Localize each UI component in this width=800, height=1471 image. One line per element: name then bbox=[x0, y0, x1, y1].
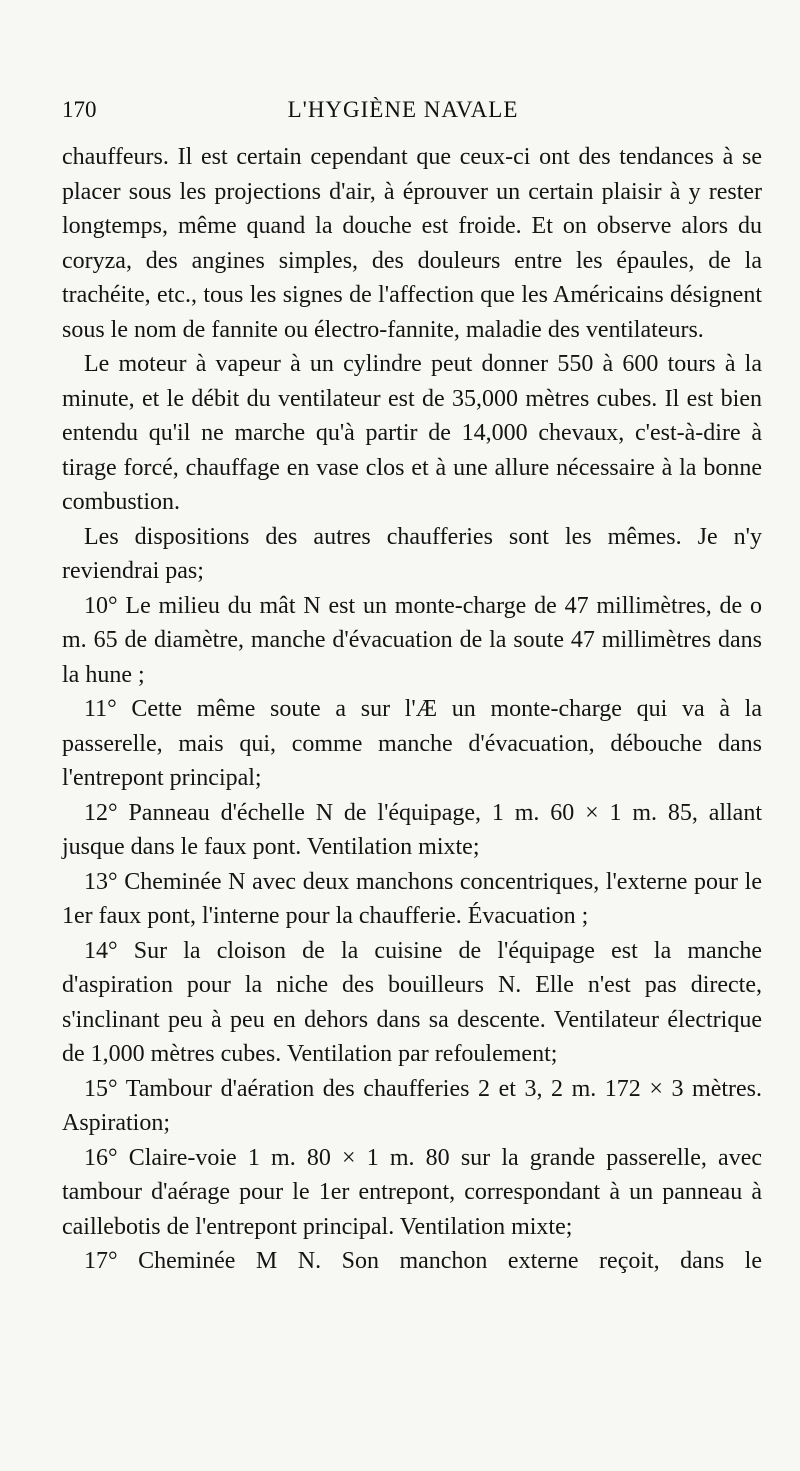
page-header bbox=[62, 97, 744, 127]
list-item-15: 15° Tambour d'aération des chaufferies 2 et 3, 2 m. 172 × 3 mètres. Aspiration; bbox=[62, 1075, 762, 1136]
list-item-11: 11° Cette même soute a sur l'Æ un monte-charge qui va à la passerelle, mais qui, comme manche d'évacuation, débouche dans l'entrepont principal; bbox=[62, 696, 762, 791]
list-item-17: 17° Cheminée M N. Son manchon externe reçoit, dans le bbox=[84, 1248, 762, 1274]
paragraph-other-boiler-rooms: Les dispositions des autres chaufferies sont les mêmes. Je n'y reviendrai pas; bbox=[62, 523, 762, 584]
paragraph-continuation: chauffeurs. Il est certain cependant que ceux-ci ont des tendances à se placer sous les projections d'air, à éprouver un certain plaisir à y rester longtemps, même quand la douche est froide. Et on observe alors du coryza, des angines simples, des douleurs entre les épaules, de la trachéite, etc., tous les signes de l'affection que les Américains désignent sous le nom de fannite ou électro-fannite, maladie des ventilateurs. bbox=[62, 144, 762, 343]
paragraph-engine: Le moteur à vapeur à un cylindre peut donner 550 à 600 tours à la minute, et le débit du ventilateur est de 35,000 mètres cubes. Il est bien entendu qu'il ne marche qu'à partir de 14,000 chevaux, c'est-à-dire à tirage forcé, chauffage en vase clos et à une allure nécessaire à la bonne combustion. bbox=[62, 351, 762, 515]
list-item-10: 10° Le milieu du mât N est un monte-charge de 47 millimètres, de o m. 65 de diamètre, manche d'évacuation de la soute 47 millimètres dans la hune ; bbox=[62, 592, 762, 688]
running-title: L'HYGIÈNE NAVALE bbox=[287, 97, 519, 122]
body-text bbox=[62, 140, 762, 1279]
page-number: 170 bbox=[62, 97, 97, 122]
list-item-13: 13° Cheminée N avec deux manchons concentriques, l'externe pour le 1er faux pont, l'interne pour la chaufferie. Évacuation ; bbox=[62, 868, 762, 929]
list-item-14: 14° Sur la cloison de la cuisine de l'équipage est la manche d'aspiration pour la niche des bouilleurs N. Elle n'est pas directe, s'inclinant peu à peu en dehors dans sa descente. Ventilateur électrique de 1,000 mètres cubes. Ventilation par refoulement; bbox=[62, 937, 762, 1067]
list-item-12: 12° Panneau d'échelle N de l'équipage, 1 m. 60 × 1 m. 85, allant jusque dans le faux pont. Ventilation mixte; bbox=[62, 799, 762, 860]
list-item-16: 16° Claire-voie 1 m. 80 × 1 m. 80 sur la grande passerelle, avec tambour d'aérage pour le 1er entrepont, correspondant à un panneau à caillebotis de l'entrepont principal. Ventilation mixte; bbox=[62, 1144, 762, 1240]
